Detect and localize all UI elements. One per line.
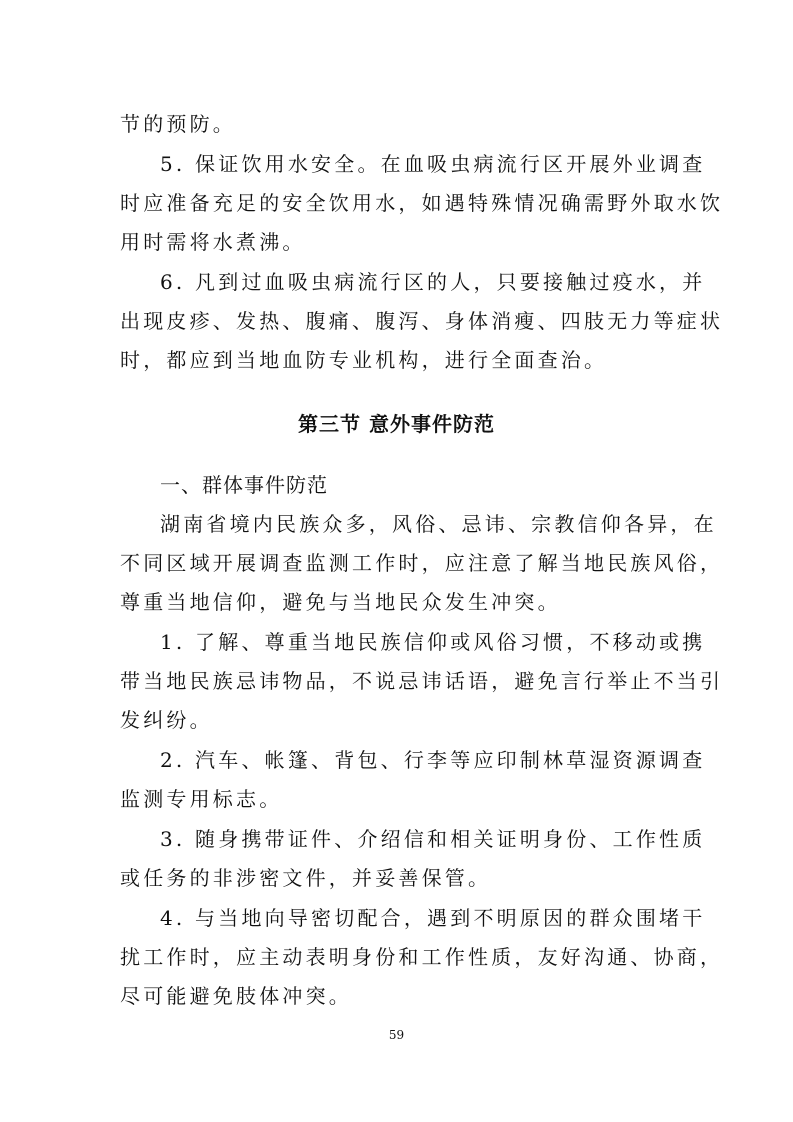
paragraph-line: 尽可能避免肢体冲突。 bbox=[120, 984, 352, 1008]
paragraph-line: 扰工作时，应主动表明身份和工作性质，友好沟通、协商， bbox=[120, 945, 724, 969]
paragraph-line: 节的预防。 bbox=[120, 112, 236, 136]
paragraph-line: 时应准备充足的安全饮用水，如遇特殊情况确需野外取水饮 bbox=[120, 191, 724, 215]
paragraph-line: 1. 了解、尊重当地民族信仰或风俗习惯，不移动或携 bbox=[160, 630, 706, 654]
subsection-title: 一、群体事件防范 bbox=[160, 473, 328, 497]
paragraph-line: 不同区域开展调查监测工作时，应注意了解当地民族风俗， bbox=[120, 551, 724, 575]
paragraph-line: 3. 随身携带证件、介绍信和相关证明身份、工作性质 bbox=[160, 827, 706, 851]
paragraph-line: 出现皮疹、发热、腹痛、腹泻、身体消瘦、四肢无力等症状 bbox=[120, 309, 724, 333]
paragraph-line: 尊重当地信仰，避免与当地民众发生冲突。 bbox=[120, 590, 561, 614]
paragraph-line: 时，都应到当地血防专业机构，进行全面查治。 bbox=[120, 348, 608, 372]
paragraph-line: 用时需将水煮沸。 bbox=[120, 230, 306, 254]
paragraph-line: 湖南省境内民族众多，风俗、忌讳、宗教信仰各异，在 bbox=[160, 512, 717, 536]
paragraph-line: 5. 保证饮用水安全。在血吸虫病流行区开展外业调查 bbox=[160, 152, 706, 176]
paragraph-line: 或任务的非涉密文件，并妥善保管。 bbox=[120, 866, 492, 890]
paragraph-line: 监测专用标志。 bbox=[120, 787, 283, 811]
paragraph-line: 2. 汽车、帐篷、背包、行李等应印制林草湿资源调查 bbox=[160, 748, 706, 772]
page-number: 59 bbox=[388, 1028, 405, 1042]
paragraph-line: 4. 与当地向导密切配合，遇到不明原因的群众围堵干 bbox=[160, 906, 706, 930]
paragraph-line: 带当地民族忌讳物品，不说忌讳话语，避免言行举止不当引 bbox=[120, 669, 724, 693]
paragraph-line: 6. 凡到过血吸虫病流行区的人，只要接触过疫水，并 bbox=[160, 270, 706, 294]
section-title: 第三节 意外事件防范 bbox=[298, 412, 495, 436]
paragraph-line: 发纠纷。 bbox=[120, 708, 213, 732]
